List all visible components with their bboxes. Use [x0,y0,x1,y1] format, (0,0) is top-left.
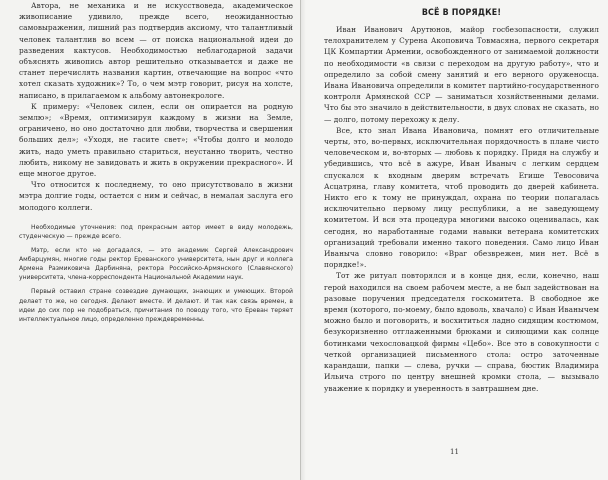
body-paragraph: Что относится к последнему, то оно присутствовало в жизни мэтра долгие годы, остается с ним и сейчас, в немалая заслуга его молодого коллеги. [19,180,293,212]
body-paragraph: Иван Иванович Арутюнов, майор госбезопасности, служил телохранителем у Сурена Акоповича Товмасяна, первого секретаря ЦК Компартии Армении, освобожденного от занимаемой должности по необходимости «в связи с переходом на другую работу», что и определило за собой смену занятий и его верного оруженосца. Ивана Ивановича определили в комитет партийно-государственного контроля Армянской ССР — заниматься хозяйственными делами. Что бы это значило в действительности, в двух словах не сказать, но — долго, потому перехожу к делу. [324,25,599,124]
left-text-column [19,0,293,324]
note-paragraph: Мэтр, если кто не догадался, — это академик Сергей Александрович Амбарцумян, многие годы ректор Ереванского университета, нын друг и коллега Армена Размиковича Дарбиняна, ректора Российско-Армянского (Славянского) университета, члена-корреспондента Национальной Академии наук. [19,247,293,282]
body-paragraph: Все, кто знал Ивана Ивановича, помнят его отличительные черты, это, во-первых, исключительная порядочность в плане чисто человеческом и, во-вторых — любовь к порядку. Придя на службу и убедившись, что всё в ажуре, Иван Иваныч с легким сердцем спускался к входным дверям встречать Егише Тевосовича Асцатряна, главу комитета, чтоб проводить до дверей кабинета. Никто его к тому не принуждал, охрана по теории полагалась исключительно первому лицу республики, а не заведующему комитетом. И вся эта процедура многими высоко оценивалась, как сегодня, но наработанные годами навыки ветерана комитетских организаций требовали именно такого поведения. Само лицо Иван Иваныча словно говорило: «Враг обезврежен, мин нет. Всё в порядке!». [324,125,599,270]
body-paragraph: Тот же ритуал повторялся и в конце дня, если, конечно, наш герой находился на своем рабочем месте, а не был задействован на разовые поручения председателя госкомитета. В свободное же время (которого, по-моему, было вдоволь, хвачало) с Иван Иванычем можно было и поговорить, и восхититься ладно сидящим костюмом, безукоризненно отглаженными брюками и сияющими как солнце ботинками чехословацкой фирмы «Цебо». Все это в совокупности с четкой организацией письменного стола: остро заточенные карандаши, папки — слева, ручки — справа, бюстик Владимира Ильича строго по центру внешней кромки стола, — вызывало уважение к порядку и уверенность в завтрашнем дне. [324,271,599,393]
left-page [0,0,301,480]
gutter-shadow [300,0,306,480]
note-paragraph: Необходимые уточнения: под прекрасным автор имеет в виду молодежь, студенческую — прежде всего. [19,223,293,240]
body-paragraph: К примеру: «Человек силен, если он опирается на родную землю»; «Время, оптимизируя каждому в жизни на Земле, ограничено, но оно достаточно для любви, творчества и свершения больших дел»; «Уходя, не гасите свет»; «Чтобы долго и молодо жить, надо уметь правильно стариться, неустанно творить, честно любить, никому не завидовать и жить в окружении прекрасного». И еще многое другое. [19,101,293,179]
page-number: 11 [450,448,459,456]
note-paragraph: Первый оставил стране созвездие думающих, знающих и умеющих. Второй делает то же, но сегодня. Делают вместе. И делают. И так как связь времен, в идеи до сих пор не подобраться, причитания по поводу того, что Ереван теряет интеллектуальное лицо, определенно преждевременны. [19,288,293,323]
body-paragraph: Автора, не механика и не искусствоведа, академическое живописание удивило, прежде всего, неожиданностью самовыражения, лишний раз подтвердив аксиому, что талантливый человек талантлив во всем — от поиска национальной идеи до разведения кактусов. Необходимостью неблагодарной задачи объяснять живопись автор решительно отказывается и даже не станет перечислять названия картин, отвечающие на вопрос «что хотел сказать художник»? То, о чем мэтр говорит, рисуя на холсте, написано, в прилагаемом к альбому автонекрологе. [19,1,293,100]
right-text-column [324,0,599,394]
right-page [301,0,608,480]
chapter-title: ВСЁ В ПОРЯДКЕ! [421,8,502,18]
